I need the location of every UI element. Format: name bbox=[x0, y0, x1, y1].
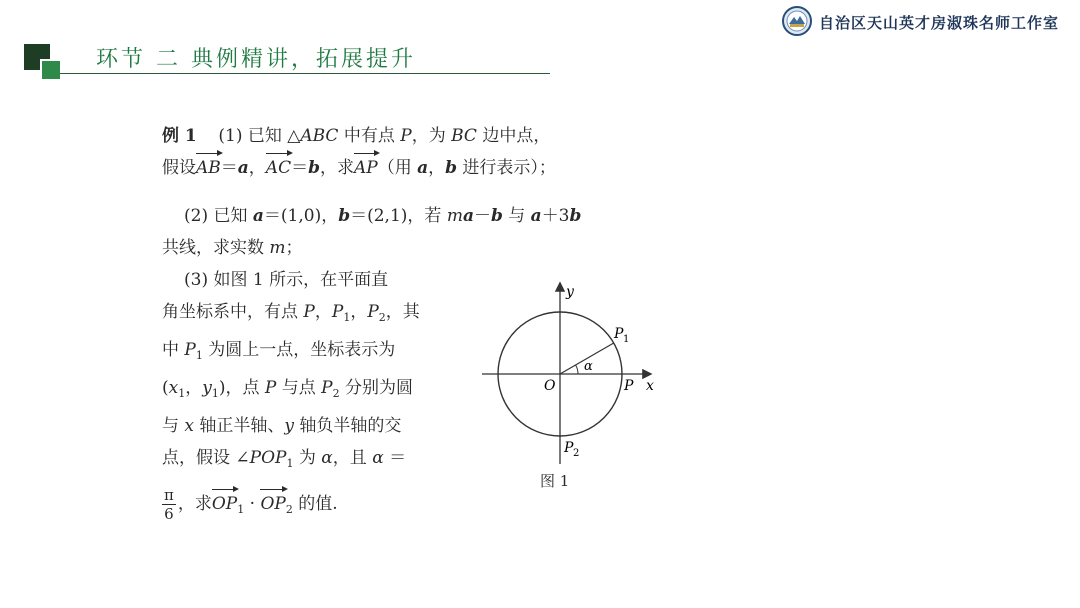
vector-op1-sub: 1 bbox=[237, 503, 245, 516]
section-title-part2: 典例精讲，拓展提升 bbox=[191, 47, 417, 72]
p3-l6-sub: 1 bbox=[286, 457, 294, 470]
p2-m2: m bbox=[269, 238, 286, 258]
p3-l5-text: 与 bbox=[162, 416, 185, 436]
section-title-number: 二 bbox=[156, 47, 182, 72]
p3-l6-alpha: α bbox=[321, 448, 333, 468]
p1-text-g: 边中点， bbox=[476, 126, 551, 146]
p3-line5 bbox=[162, 410, 420, 442]
p2-a3: a bbox=[530, 206, 542, 226]
angle-alpha-label: α bbox=[584, 359, 593, 374]
problem-part-1 bbox=[162, 120, 556, 184]
p3-l2-p: P bbox=[303, 302, 315, 322]
vector-op2: OP bbox=[260, 488, 285, 520]
p2-a-sym: a bbox=[252, 206, 264, 226]
p3-l4-x: x bbox=[168, 378, 179, 398]
dot-product: · bbox=[244, 494, 261, 514]
angle-arc bbox=[576, 365, 578, 374]
p2-with: 与 bbox=[502, 206, 531, 226]
problem-label: 例 1 bbox=[162, 126, 197, 146]
p2-text-a: (2) 已知 bbox=[184, 206, 253, 226]
p3-l4-end: 分别为圆 bbox=[339, 378, 414, 398]
p1-paren-open: （用 bbox=[377, 158, 418, 178]
p3-l7-end: 的值. bbox=[292, 494, 338, 514]
p3-l2-comma2: ， bbox=[350, 302, 368, 322]
header-deco-green-square bbox=[40, 59, 62, 81]
problem-part-3 bbox=[162, 264, 420, 526]
p2-ma: a bbox=[462, 206, 474, 226]
p3-l3-p: P bbox=[184, 340, 196, 360]
p1-eq-a: ＝ bbox=[220, 158, 238, 178]
p3-line7 bbox=[162, 486, 420, 526]
p3-l3-sub: 1 bbox=[195, 349, 203, 362]
unit-circle-figure bbox=[478, 278, 658, 468]
header-underline bbox=[60, 73, 550, 74]
p3-l4-p: P bbox=[264, 378, 277, 398]
p3-l5-x: x bbox=[184, 416, 194, 436]
studio-logo-icon bbox=[782, 6, 812, 36]
p3-line1: (3) 如图 1 所示，在平面直 bbox=[184, 270, 389, 290]
p1-point-p: P bbox=[400, 126, 412, 146]
fraction-pi-over-6 bbox=[162, 486, 176, 523]
y-axis-label: y bbox=[566, 284, 574, 300]
p1-text-a: (1) 已知 △ bbox=[218, 126, 301, 146]
p2-b3: b bbox=[569, 206, 582, 226]
p2-m: m bbox=[446, 206, 463, 226]
p1-sym-a: a bbox=[237, 158, 249, 178]
p3-l4-p2: P bbox=[321, 378, 333, 398]
vector-ab: AB bbox=[196, 152, 221, 184]
p1-ask: ，求 bbox=[319, 158, 354, 178]
p3-l2-sub2: 2 bbox=[378, 311, 386, 324]
p3-l6-alpha2: α bbox=[372, 448, 384, 468]
p1-text-e: ，为 bbox=[411, 126, 452, 146]
p3-l2-sub1: 1 bbox=[343, 311, 351, 324]
p2-mb: b bbox=[490, 206, 503, 226]
p1-comma1: ， bbox=[248, 158, 266, 178]
point-p-label: P bbox=[624, 378, 634, 394]
vector-ap: AP bbox=[354, 152, 378, 184]
p2-line2: 共线，求实数 bbox=[162, 238, 270, 258]
p1-text-c: 中有点 bbox=[338, 126, 401, 146]
p1-sym-b: b bbox=[308, 158, 320, 178]
p3-l4-comma: ， bbox=[185, 378, 203, 398]
point-p2-sub: 2 bbox=[573, 448, 580, 459]
p1-line2-text: 假设 bbox=[162, 158, 196, 178]
p3-l3-end: 为圆上一点，坐标表示为 bbox=[202, 340, 396, 360]
problem-part-2 bbox=[162, 200, 581, 264]
point-p1-label: P bbox=[614, 326, 624, 342]
p2-plus3: ＋3 bbox=[541, 206, 570, 226]
p3-l6-text: 点，假设 ∠ bbox=[162, 448, 250, 468]
point-p2-label: P bbox=[564, 440, 574, 456]
p1-abc: ABC bbox=[300, 126, 339, 146]
p1-eq-b: ＝ bbox=[291, 158, 309, 178]
p3-l4-y: y bbox=[202, 378, 212, 398]
studio-name: 自治区天山英才房淑珠名师工作室 bbox=[819, 14, 1060, 32]
p3-line3 bbox=[162, 334, 420, 372]
p2-b-val: ＝(2,1)，若 bbox=[350, 206, 447, 226]
p3-l4-text: )，点 bbox=[218, 378, 265, 398]
vector-op1: OP bbox=[212, 488, 237, 520]
fraction-denominator: 6 bbox=[164, 505, 174, 523]
p1-bc: BC bbox=[451, 126, 477, 146]
p3-l6-eq: ＝ bbox=[383, 448, 407, 468]
p1-paren-close: 进行表示）； bbox=[457, 158, 556, 178]
p2-end: ； bbox=[285, 238, 303, 258]
p3-l2-end: ，其 bbox=[385, 302, 420, 322]
section-title bbox=[96, 42, 416, 73]
p3-l2-text: 角坐标系中，有点 bbox=[162, 302, 304, 322]
p1-sym-b2: b bbox=[445, 158, 458, 178]
x-axis-label: x bbox=[646, 378, 654, 394]
p3-l4-open: ( bbox=[162, 378, 169, 398]
p3-l6-as: 为 bbox=[293, 448, 322, 468]
p3-l2-p2: P bbox=[367, 302, 379, 322]
p3-l7-ask: ，求 bbox=[177, 494, 212, 514]
p3-l4-ysub: 1 bbox=[211, 387, 219, 400]
p3-l5-text2: 轴正半轴、 bbox=[194, 416, 285, 436]
figure-caption: 图 1 bbox=[540, 472, 570, 490]
p3-l2-p1: P bbox=[331, 302, 344, 322]
vector-op2-sub: 2 bbox=[285, 503, 293, 516]
p2-minus: － bbox=[473, 206, 491, 226]
point-p1-sub: 1 bbox=[623, 334, 630, 345]
p3-l6-pop: POP bbox=[249, 448, 287, 468]
p3-line4 bbox=[162, 372, 420, 410]
p3-l4-sub2: 2 bbox=[332, 387, 340, 400]
p1-sym-a2: a bbox=[417, 158, 429, 178]
p3-l6-and: ，且 bbox=[332, 448, 373, 468]
p3-l5-end: 轴负半轴的交 bbox=[294, 416, 402, 436]
p3-l4-with: 与点 bbox=[276, 378, 322, 398]
p3-l4-xsub: 1 bbox=[178, 387, 186, 400]
vector-ac: AC bbox=[266, 152, 291, 184]
p2-b-sym: b bbox=[338, 206, 351, 226]
p2-a-val: ＝(1,0)， bbox=[263, 206, 339, 226]
origin-label: O bbox=[544, 378, 556, 394]
p3-l5-y: y bbox=[284, 416, 295, 436]
p3-l3-text: 中 bbox=[162, 340, 185, 360]
p1-comma2: ， bbox=[428, 158, 446, 178]
p3-line6 bbox=[162, 442, 420, 480]
p3-line2 bbox=[162, 296, 420, 334]
p3-l2-comma: ， bbox=[314, 302, 332, 322]
section-title-part1: 环节 bbox=[96, 47, 147, 72]
fraction-numerator: π bbox=[164, 486, 174, 504]
